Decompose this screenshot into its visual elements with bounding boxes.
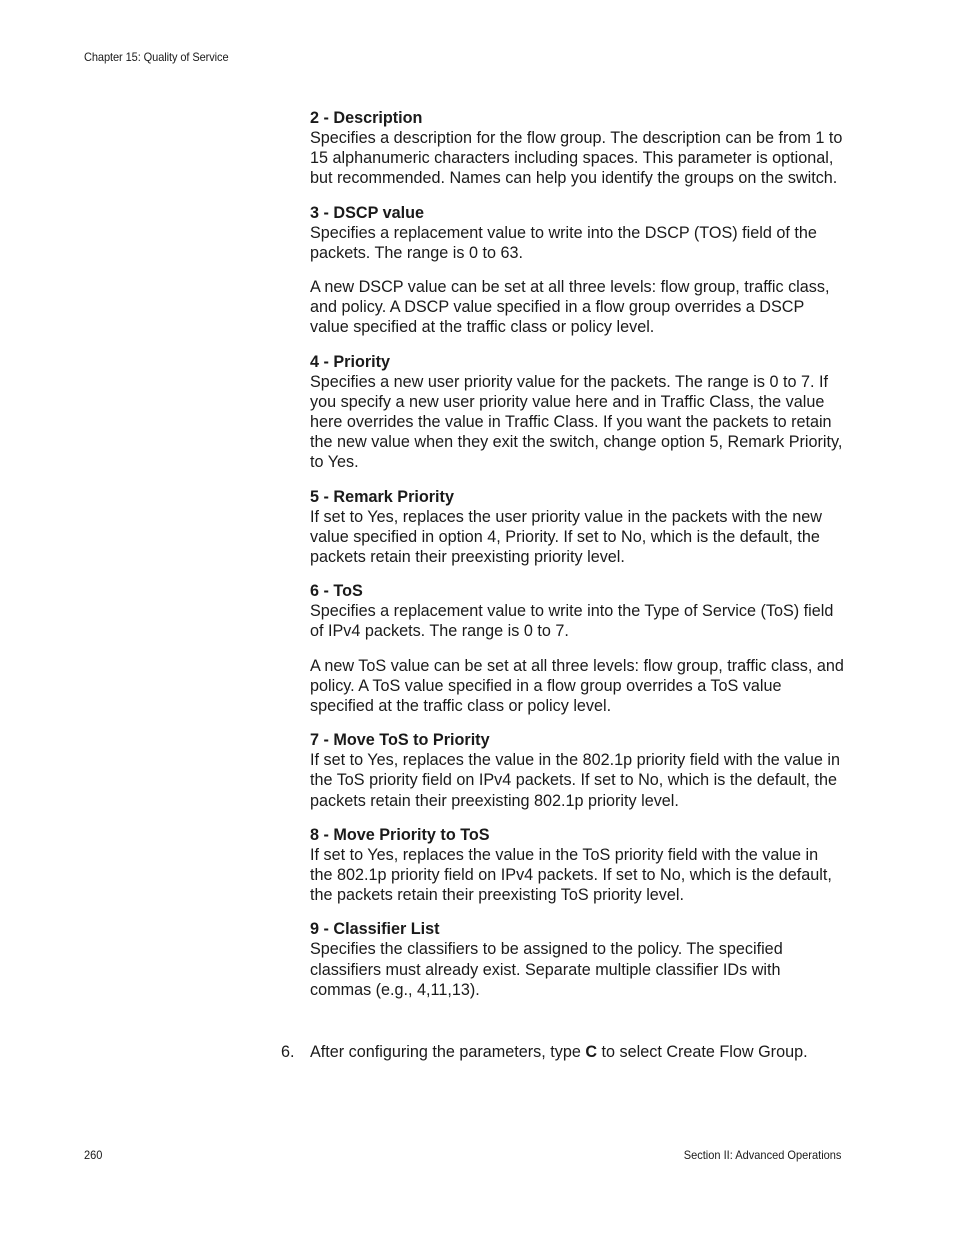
param-title: 2 - Description — [310, 109, 423, 127]
param-paragraph: If set to Yes, replaces the value in the 802.1p priority field with the value in the ToS priority field on IPv4 packets. If set to No, which is the default, the packets retain their preexisting 802.1p priority level. — [310, 751, 841, 810]
step-text-end: to select Create Flow Group. — [597, 1043, 808, 1061]
param-title: 5 - Remark Priority — [310, 487, 454, 506]
param-paragraph: If set to Yes, replaces the value in the ToS priority field with the value in the 802.1p priority field on IPv4 packets. If set to No, which is the default, the packets retain their preexisting ToS priority level. — [310, 845, 832, 905]
step-key: C — [585, 1043, 598, 1061]
param-title: 3 - DSCP value — [310, 203, 424, 222]
param-paragraph: Specifies a replacement value to write into the Type of Service (ToS) field of IPv4 packets. The range is 0 to 7. — [310, 602, 834, 641]
running-header: Chapter 15: Quality of Service — [84, 50, 229, 64]
param-title: 6 - ToS — [310, 582, 363, 601]
step-number: 6. — [281, 1043, 295, 1061]
param-move-priority-to-tos — [310, 825, 845, 906]
param-description — [310, 108, 845, 189]
param-title: 7 - Move ToS to Priority — [310, 731, 490, 750]
param-title: 9 - Classifier List — [310, 920, 440, 939]
param-classifier-list — [310, 919, 845, 1000]
param-paragraph: Specifies a description for the flow group. The description can be from 1 to 15 alphanumeric characters including spaces. This parameter is optional, but recommended. Names can help you identify the groups on the switch. — [310, 129, 843, 188]
param-remark-priority — [310, 487, 845, 568]
param-title: 4 - Priority — [310, 352, 391, 371]
param-paragraph: Specifies a new user priority value for the packets. The range is 0 to 7. If you specify a new user priority value here and in Traffic Class, the value here overrides the value in Traffic Class. If you want the packets to retain the new value when they exit the switch, change option 5, Remark Priority, to Yes. — [310, 372, 843, 472]
param-move-tos-to-priority — [310, 730, 845, 811]
param-title: 8 - Move Priority to ToS — [310, 825, 490, 844]
param-paragraph: Specifies a replacement value to write into the DSCP (TOS) field of the packets. The range is 0 to 63. — [310, 223, 817, 262]
section-title: Section II: Advanced Operations — [683, 1148, 841, 1162]
param-paragraph: If set to Yes, replaces the user priority value in the packets with the new value specified in option 4, Priority. If set to No, which is the default, the packets retain their preexisting priority level. — [310, 507, 822, 567]
parameter-list — [310, 108, 845, 1014]
param-paragraph: A new ToS value can be set at all three levels: flow group, traffic class, and policy. A ToS value specified in a flow group overrides a ToS value specified at the traffic class or policy level. — [310, 656, 844, 716]
param-paragraph: A new DSCP value can be set at all three levels: flow group, traffic class, and policy. A DSCP value specified in a flow group overrides a DSCP value specified at the traffic class or policy level. — [310, 278, 830, 337]
param-paragraph: Specifies the classifiers to be assigned to the policy. The specified classifiers must already exist. Separate multiple classifier IDs with commas (e.g., 4,11,13). — [310, 940, 783, 999]
param-tos — [310, 581, 845, 716]
step-text: After configuring the parameters, type — [310, 1043, 586, 1061]
page-number: 260 — [84, 1148, 103, 1162]
param-dscp-value — [310, 203, 845, 338]
procedure-step — [281, 1042, 851, 1062]
param-priority — [310, 352, 845, 473]
